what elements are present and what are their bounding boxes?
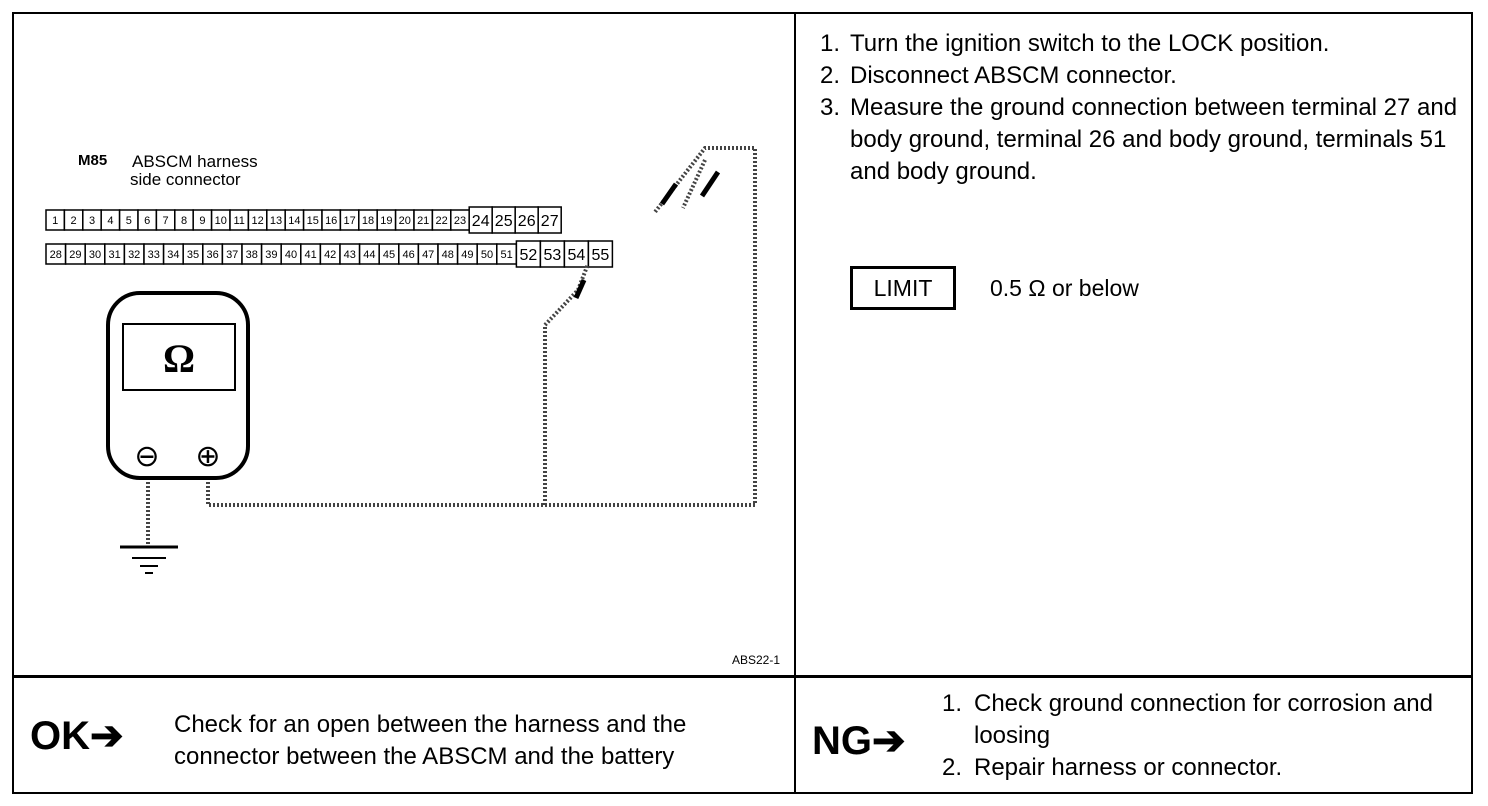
- connector-pin-label: 16: [325, 215, 338, 227]
- step-number: 1.: [820, 30, 841, 57]
- connector-desc-line1: ABSCM harness: [132, 152, 258, 171]
- connector-pin-label: 12: [251, 215, 264, 227]
- connector-pin-label: 55: [591, 247, 610, 264]
- connector-pin-label: 4: [107, 215, 114, 227]
- connector-pin-label: 45: [382, 249, 396, 261]
- probe-tips: [576, 172, 718, 298]
- connector-pin-label: 49: [461, 249, 474, 261]
- figure-code: ABS22-1: [731, 653, 780, 667]
- connector-pin-label: 36: [206, 249, 219, 261]
- connector-desc-line2: side connector: [130, 170, 241, 189]
- connector-pin-label: 11: [233, 215, 245, 227]
- connector-pin-label: 53: [543, 247, 562, 264]
- connector-pin-label: 44: [363, 249, 376, 261]
- connector-row-upper: [46, 207, 561, 233]
- limit-label: LIMIT: [850, 266, 956, 310]
- connector-row-lower: [46, 241, 612, 267]
- step-number: 3.: [820, 94, 841, 121]
- ok-action-text: Check for an open between the harness and the connector between the ABSCM and the battery: [174, 711, 687, 770]
- step-1: [820, 28, 1460, 60]
- connector-pin-label: 31: [108, 249, 121, 261]
- connector-pin-label: 42: [324, 249, 337, 261]
- connector-pin-label: 25: [494, 213, 513, 230]
- connector-pin-label: 17: [343, 215, 356, 227]
- connector-pin-label: 3: [88, 215, 96, 227]
- connector-pin-label: 21: [417, 215, 430, 227]
- connector-pin-label: 6: [144, 215, 151, 227]
- connector-pin-label: 51: [500, 249, 513, 261]
- connector-pin-label: 38: [245, 249, 258, 261]
- ng-item-2: [942, 752, 1467, 784]
- step-text: Measure the ground connection between terminal 27 and body ground, terminal 26 and body ground, terminals 51 and body ground.: [850, 94, 1458, 185]
- step-number: 2.: [820, 62, 841, 89]
- connector-pin-label: 47: [422, 249, 435, 261]
- connector-pin-label: 1: [52, 215, 59, 227]
- connector-pin-label: 20: [398, 215, 411, 227]
- connector-pin-label: 34: [167, 249, 180, 261]
- step-text: Turn the ignition switch to the LOCK position.: [850, 30, 1330, 57]
- connector-code: M85: [78, 152, 108, 169]
- ok-label: OK➔: [30, 714, 124, 758]
- connector-pin-label: 29: [69, 249, 82, 261]
- ng-item-number: 1.: [942, 690, 963, 717]
- step-2: [820, 60, 1460, 92]
- connector-pin-label: 46: [402, 249, 415, 261]
- plus-terminal-icon: ⊕: [195, 439, 221, 474]
- ohmmeter: [108, 293, 248, 478]
- connector-pin-label: 54: [567, 247, 586, 264]
- connector-pin-label: 32: [128, 249, 141, 261]
- ng-item-text: Repair harness or connector.: [974, 754, 1283, 781]
- limit-value: 0.5 Ω or below: [990, 275, 1139, 301]
- ng-item-number: 2.: [942, 754, 963, 781]
- connector-pin-label: 30: [88, 249, 102, 261]
- connector-pin-label: 35: [186, 249, 200, 261]
- ng-action-list: [942, 688, 1467, 784]
- minus-terminal-icon: ⊖: [134, 439, 160, 474]
- ng-label: NG➔: [812, 719, 906, 763]
- connector-pin-label: 9: [199, 215, 206, 227]
- connector-pin-label: 8: [180, 215, 188, 227]
- connector-pin-label: 13: [269, 215, 283, 227]
- ng-item-1: [942, 688, 1467, 752]
- connector-pin-label: 22: [435, 215, 448, 227]
- connector-pin-label: 28: [49, 249, 62, 261]
- connector-pin-label: 18: [361, 215, 375, 227]
- connector-pin-label: 24: [471, 213, 490, 230]
- ground-symbol: [120, 547, 178, 573]
- connector-pin-label: 41: [304, 249, 317, 261]
- connector-pin-label: 40: [284, 249, 298, 261]
- connector-pin-label: 7: [162, 215, 169, 227]
- connector-pin-label: 19: [380, 215, 393, 227]
- connector-pin-label: 37: [226, 249, 239, 261]
- step-text: Disconnect ABSCM connector.: [850, 62, 1177, 89]
- connector-pin-label: 50: [480, 249, 494, 261]
- connector-pin-label: 48: [441, 249, 454, 261]
- connector-pin-label: 52: [519, 247, 538, 264]
- ohm-symbol: Ω: [162, 336, 196, 381]
- connector-pin-label: 33: [147, 249, 160, 261]
- procedure-steps: [820, 28, 1460, 188]
- connector-pin-label: 27: [540, 213, 559, 230]
- connector-pin-label: 5: [125, 215, 132, 227]
- connector-pin-label: 23: [453, 215, 467, 227]
- connector-pin-label: 14: [288, 215, 301, 227]
- connector-pin-label: 10: [214, 215, 227, 227]
- connector-pin-label: 15: [306, 215, 319, 227]
- connector-pin-label: 2: [70, 215, 77, 227]
- step-3: [820, 92, 1460, 188]
- connector-pin-label: 26: [517, 213, 536, 230]
- connector-pin-label: 43: [343, 249, 356, 261]
- connector-pin-label: 39: [265, 249, 278, 261]
- ng-item-text: Check ground connection for corrosion and loosing: [974, 690, 1433, 749]
